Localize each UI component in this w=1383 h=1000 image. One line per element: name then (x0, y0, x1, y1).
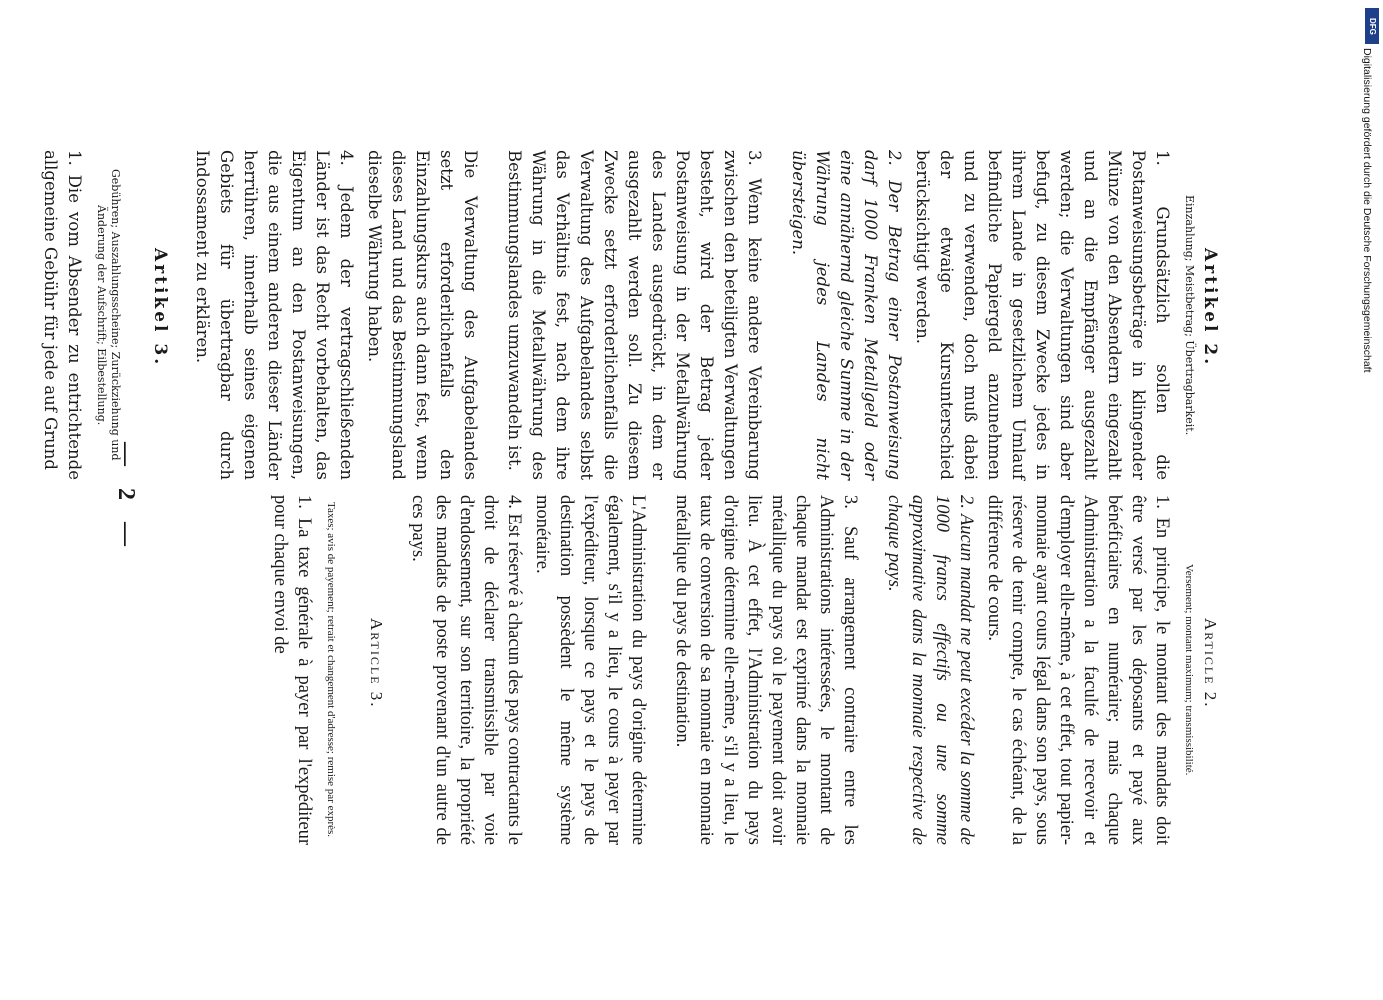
article-2-paragraph-3-fr: 3. Sauf arrangement contraire entre les Administrations intéressées, le montant de chaque mandat est exprimé dans la monnaie métallique du pays où le payement doit avoir lieu. À cet effet, l'Administration du pays d'origine détermine elle-même, s'il y a lieu, le taux de conversion de sa monnaie en monnaie métallique du pays de destination. (672, 495, 860, 845)
dfg-logo: DFG (1365, 8, 1379, 44)
french-column (140, 495, 1220, 845)
article-3-paragraph-1-fr: 1. La taxe générale à payer par l'expéditeur pour chaque envoi de (270, 495, 314, 845)
article-2-paragraph-1-fr: 1. En principe, le montant des mandats doit être versé par les déposants et payé aux bénéficiaires en numéraire; mais chaque Administration a la faculté de recevoir et d'employer elle-même, à cet effet, tout papier-monnaie ayant cours légal dans son pays, sous réserve de tenir compte, le cas échéant, de la différence de cours. (984, 495, 1172, 845)
article-3-subtitle-fr: Taxes; avis de payement; retrait et changement d'adresse; remise par exprès. (325, 502, 337, 838)
article-2-paragraph-2-fr: 2. Aucun mandat ne peut excéder la somme de 1000 francs effectifs ou une somme approximative dans la monnaie respective de chaque pays. (884, 495, 976, 845)
article-3-paragraph-1-de: 1. Die vom Absender zu entrichtende allgemeine Gebühr für jede auf Grund (41, 150, 84, 480)
article-2-heading-fr: Article 2. (1201, 617, 1220, 709)
german-column (41, 150, 1220, 480)
article-2-subtitle-de: Einzahlung; Meistbetrag; Übertragbarkeit. (1183, 194, 1196, 436)
article-2-paragraph-3b-de: Die Verwaltung des Aufgabelandes setzt erforderlichenfalls den Einzahlungskurs auch dann fest, wenn dieses Land und das Bestimmungsland dieselbe Währung haben. (365, 150, 480, 480)
article-2-paragraph-4-fr: 4. Est réservé à chacun des pays contractants le droit de déclarer transmissible par voie d'endossement, sur son territoire, la propriété des mandats de poste provenant d'un autre de ces pays. (408, 495, 524, 845)
article-2-paragraph-3-de: 3. Wenn keine andere Vereinbarung zwischen den beteiligten Verwaltungen besteht, wird der Betrag jeder Postanweisung in der Metallwährung des Landes ausgedrückt, in dem er ausgezahlt werden soll. Zu diesem Zwecke setzt erforderlichenfalls die Verwaltung des Aufgabelandes selbst das Verhältnis fest, nach dem ihre Währung in die Metallwährung des Bestimmungslandes umzuwandeln ist. (505, 150, 764, 480)
article-2-paragraph-4-de: 4. Jedem der vertragschließenden Länder ist das Recht vorbehalten, das Eigentum an den Postanweisungen, die aus einem anderen dieser Länder herrühren, innerhalb seines eigenen Gebiets für übertragbar durch Indossament zu erklären. (193, 150, 356, 480)
page-number: — 2 — (113, 442, 139, 554)
article-3-heading-fr: Article 3. (367, 617, 386, 709)
article-3-subtitle-de: Gebühren; Auszahlungsscheine; Zurückziehung und Änderung der Aufschrift; Eilbestellung. (95, 169, 122, 461)
article-2-paragraph-1-de: 1. Grundsätzlich sollen die Postanweisungsbeträge in klingender Münze von den Absendern eingezahlt und an die Empfänger ausgezahlt werden; die Verwaltungen sind aber befugt, zu diesem Zwecke jedes in ihrem Lande in gesetzlichem Umlauf befindliche Papiergeld anzunehmen und zu verwenden, doch muß dabei der etwaige Kursunterschied berücksichtigt werden. (913, 150, 1172, 480)
digitization-credit: Digitalisierung gefördert durch die Deutsche Forschungsgemeinschaft (1361, 48, 1373, 373)
article-2-subtitle-fr: Versement; montant maximum; transmissibilité. (1183, 564, 1195, 776)
article-3-heading-de: Artikel 3. (150, 248, 170, 368)
article-2-heading-de: Artikel 2. (1200, 248, 1220, 368)
article-2-paragraph-3b-fr: L'Administration du pays d'origine détermine également, s'il y a lieu, le cours à payer par l'expéditeur, lorsque ce pays et le pays de destination possèdent le même système monétaire. (532, 495, 648, 845)
article-2-paragraph-2-de: 2. Der Betrag einer Postanweisung darf 1000 Franken Metallgeld oder eine annähernd gleiche Summe in der Währung jedes Landes nicht übersteigen. (789, 150, 904, 480)
